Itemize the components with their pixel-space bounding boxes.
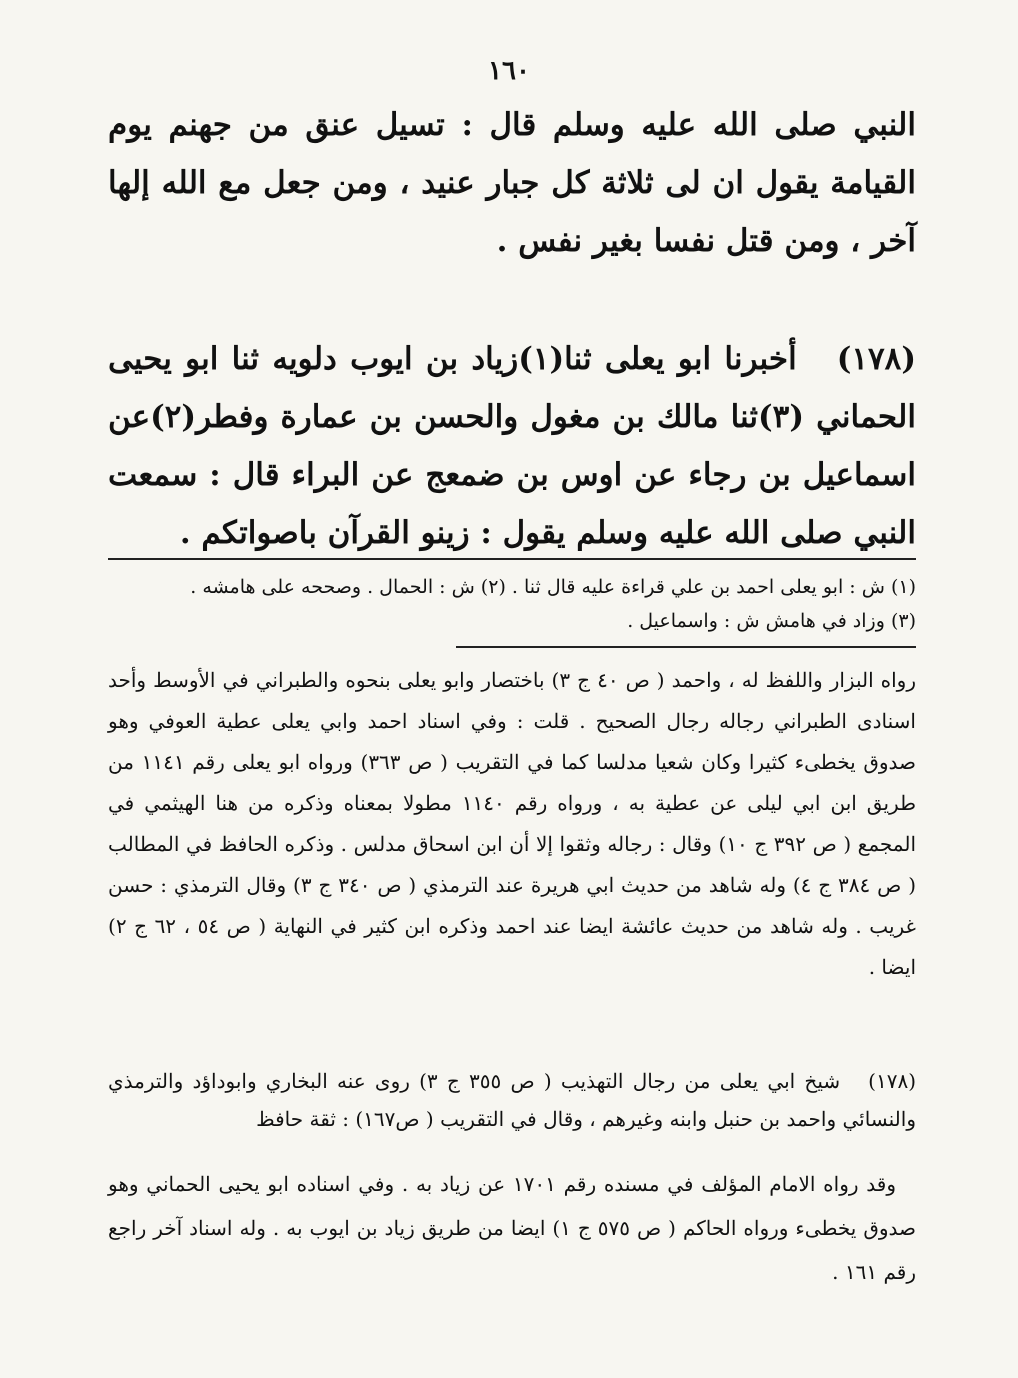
hadith-178-number: (١٧٨) (836, 341, 916, 377)
hadith-177-continuation: النبي صلى الله عليه وسلم قال : تسيل عنق من جهنم يوم القيامة يقول ان لى ثلاثة كل جبار عنيد ، ومن جعل مع الله إلها آخر ، ومن قتل نفسا بغير نفس . (108, 107, 916, 259)
hadith-178-text: أخبرنا ابو يعلى ثنا(١)زياد بن ايوب دلويه ثنا ابو يحيى الحماني (٣)ثنا مالك بن مغول والحسن بن عمارة وفطر(٢)عن اسماعيل بن رجاء عن اوس بن ضمعج عن البراء قال : سمعت النبي صلى الله عليه وسلم يقول : زينو القرآن باصواتكم . (108, 341, 916, 551)
commentary-177: رواه البزار واللفظ له ، واحمد ( ص ٤٠ ج ٣) باختصار وابو يعلى بنحوه والطبراني في الأوسط وأحد اسنادى الطبراني رجاله رجال الصحيح . قلت : وفي اسناد احمد وابي يعلى عطية العوفي وهو صدوق يخطىء كثيرا وكان شعيا مدلسا كما في التقريب ( ص ٣٦٣) ورواه ابو يعلى رقم ١١٤١ من طريق ابن ابي ليلى عن عطية به ، ورواه رقم ١١٤٠ مطولا بمعناه وذكره من هنا الهيثمي في المجمع ( ص ٣٩٢ ج ١٠) وقال : رجاله وثقوا إلا أن ابن اسحاق مدلس . وذكره الحافظ في المطالب ( ص ٣٨٤ ج ٤) وله شاهد من حديث ابي هريرة عند الترمذي ( ص ٣٤٠ ج ٣) وقال الترمذي : حسن غريب . وله شاهد من حديث عائشة ايضا عند احمد وذكره ابن كثير في النهاية ( ص ٥٤ ، ٦٢ ج ٢) ايضا . (108, 668, 917, 979)
hadith-178 (108, 330, 916, 562)
page-number: ١٦٠ (488, 56, 530, 86)
commentary-178-para2: وقد رواه الامام المؤلف في مسنده رقم ١٧٠١ عن زياد به . وفي اسناده ابو يحيى الحماني وهو صدوق يخطىء ورواه الحاكم ( ص ٥٧٥ ج ١) ايضا من طريق زياد بن ايوب به . وله اسناد آخر راجع رقم ١٦١ . (108, 1172, 916, 1284)
commentary-178-text: شيخ ابي يعلى من رجال التهذيب ( ص ٣٥٥ ج ٣) روى عنه البخاري وابوداؤد والترمذي والنسائي واحمد بن حنبل وابنه وغيرهم ، وقال في التقريب ( ص١٦٧) : ثقة حافظ (108, 1069, 916, 1131)
commentary-separator (456, 646, 916, 648)
footnote-line-2: (٣) وزاد في هامش ش : واسماعيل . (627, 610, 916, 632)
footnote-separator (108, 558, 916, 560)
commentary-178 (108, 1062, 916, 1138)
manuscript-footnotes (108, 570, 916, 638)
footnote-line-1: (١) ش : ابو يعلى احمد بن علي قراءة عليه قال ثنا . (٢) ش : الحمال . وصححه على هامشه . (190, 576, 916, 598)
commentary-178-number: (١٧٨) (868, 1069, 916, 1093)
